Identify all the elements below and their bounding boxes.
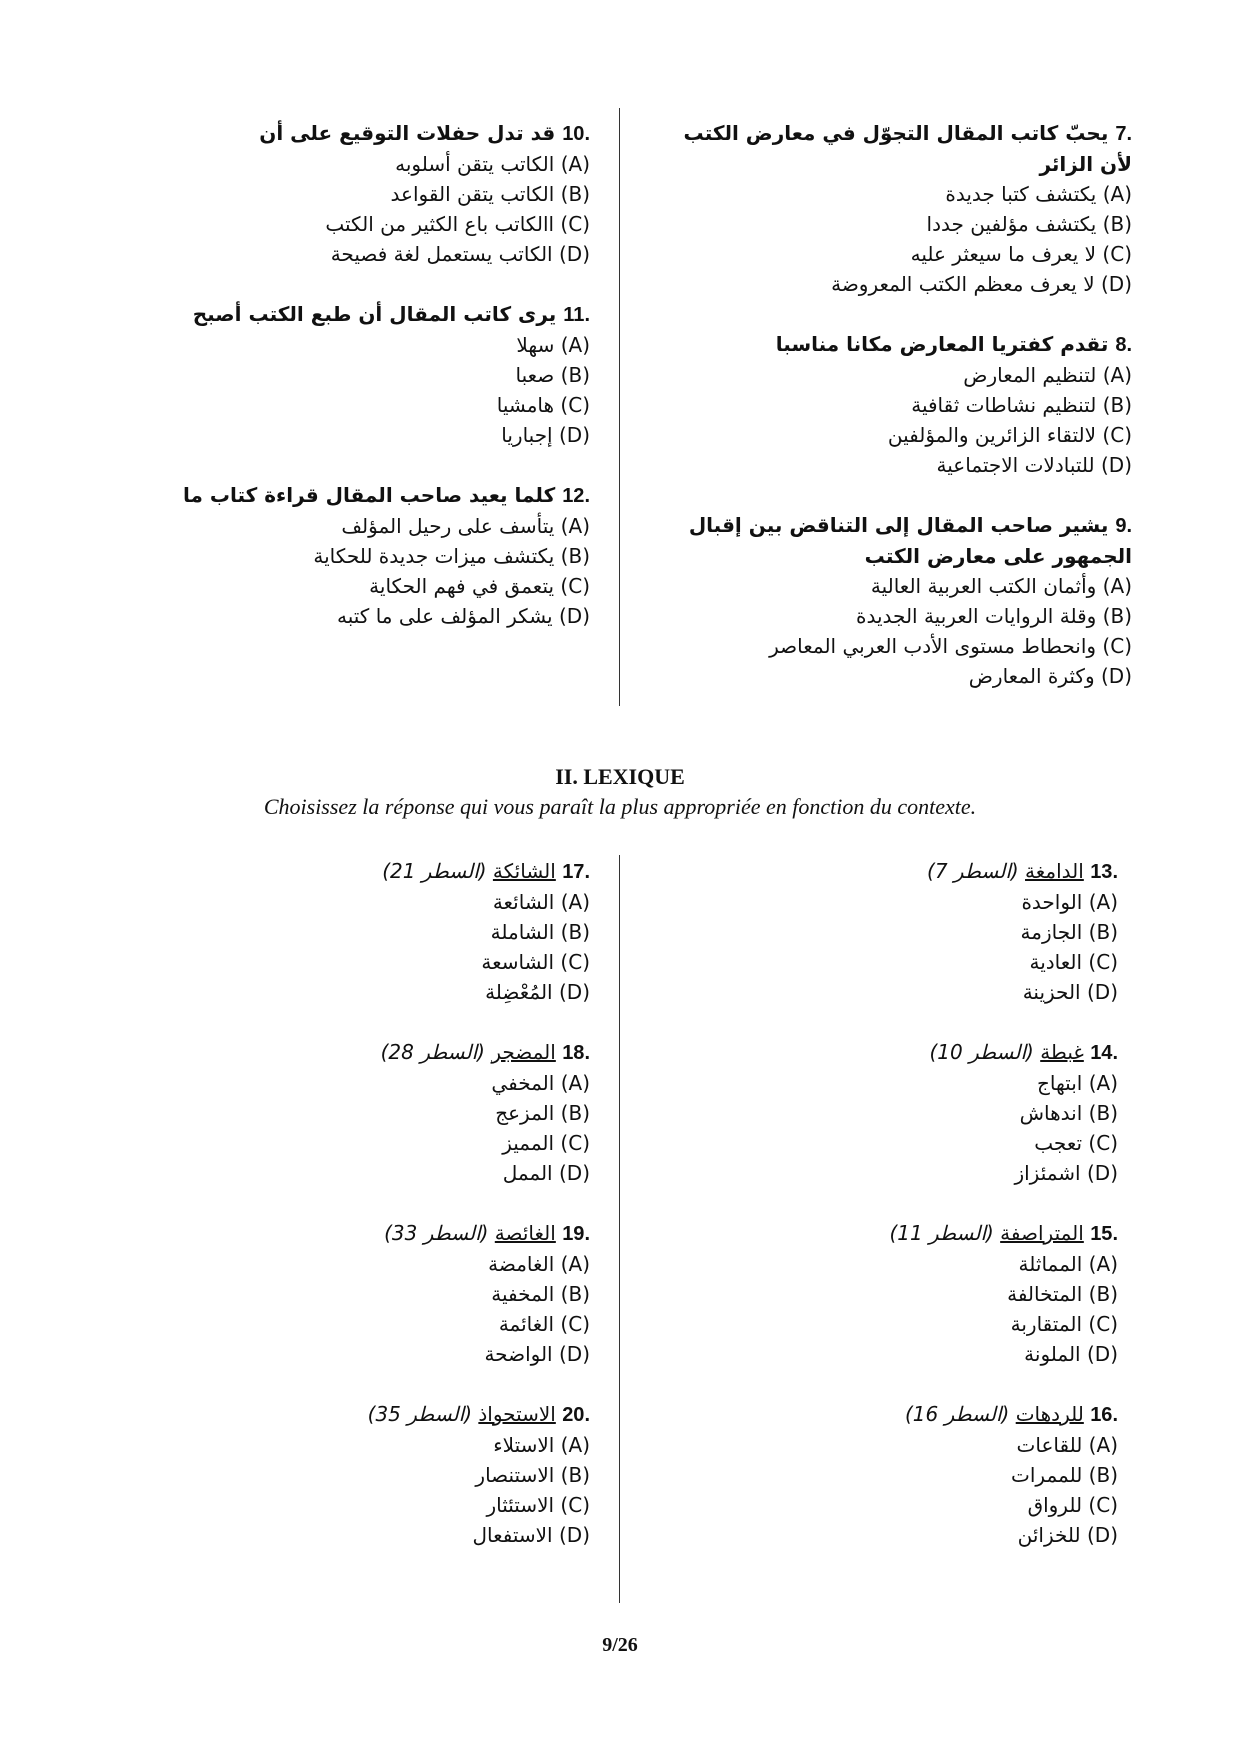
- option-d[interactable]: (D) الاستفعال: [472, 1523, 590, 1547]
- option-c[interactable]: (C) االكاتب باع الكثير من الكتب: [325, 212, 590, 236]
- line-reference: (السطر 33): [384, 1221, 489, 1245]
- column-divider-top: [619, 108, 620, 706]
- question-8: [662, 329, 1132, 480]
- question-number: .8: [1115, 334, 1132, 356]
- option-d[interactable]: (D) للتبادلات الاجتماعية: [936, 453, 1132, 477]
- line-reference: (السطر 16): [904, 1402, 1010, 1426]
- question-number: .11: [563, 304, 590, 326]
- option-a[interactable]: (A) الواحدة: [1021, 890, 1118, 914]
- target-word: الاستحواذ: [478, 1402, 556, 1426]
- option-d[interactable]: (D) لا يعرف معظم الكتب المعروضة: [831, 272, 1132, 296]
- option-b[interactable]: (B) يكتشف مؤلفين جددا: [926, 212, 1132, 236]
- question-number: .9: [1115, 515, 1132, 537]
- option-a[interactable]: (A) الغامضة: [488, 1252, 590, 1276]
- question-stem: يرى كاتب المقال أن طبع الكتب أصبح: [192, 302, 557, 326]
- question-16: [648, 1399, 1118, 1550]
- option-d[interactable]: (D) للخزائن: [1017, 1523, 1118, 1547]
- target-word: المتراصفة: [1000, 1221, 1084, 1245]
- column-divider-bottom: [619, 855, 620, 1603]
- question-stem: يشير صاحب المقال إلى التناقض بين إقبال الجمهور على معارض الكتب: [688, 513, 1132, 568]
- option-c[interactable]: (C) هامشيا: [496, 393, 590, 417]
- option-d[interactable]: (D) الممل: [502, 1161, 590, 1185]
- option-b[interactable]: (B) اندهاش: [1019, 1101, 1118, 1125]
- option-a[interactable]: (A) الشائعة: [492, 890, 590, 914]
- question-17: [130, 856, 590, 1007]
- question-stem: كلما يعيد صاحب المقال قراءة كتاب ما: [183, 483, 556, 507]
- option-d[interactable]: (D) اشمئزاز: [1014, 1161, 1118, 1185]
- section-title: II. LEXIQUE: [555, 764, 685, 789]
- question-20: [130, 1399, 590, 1550]
- question-9: [662, 510, 1132, 691]
- option-b[interactable]: (B) يكتشف ميزات جديدة للحكاية: [313, 544, 590, 568]
- target-word: الشائكة: [492, 859, 556, 883]
- option-c[interactable]: (C) المتقاربة: [1010, 1312, 1118, 1336]
- option-a[interactable]: (A) للقاعات: [1016, 1433, 1118, 1457]
- target-word: المضجر: [491, 1040, 556, 1064]
- question-number: .18: [562, 1042, 590, 1064]
- option-d[interactable]: (D) الكاتب يستعمل لغة فصيحة: [330, 242, 590, 266]
- option-a[interactable]: (A) المخفي: [491, 1071, 590, 1095]
- question-number: .16: [1090, 1404, 1118, 1426]
- option-c[interactable]: (C) وانحطاط مستوى الأدب العربي المعاصر: [769, 634, 1132, 658]
- target-word: الغائصة: [494, 1221, 556, 1245]
- question-stem: قد تدل حفلات التوقيع على أن: [259, 121, 556, 145]
- question-number: .10: [562, 123, 590, 145]
- option-a[interactable]: (A) الكاتب يتقن أسلوبه: [395, 152, 590, 176]
- question-number: .20: [562, 1404, 590, 1426]
- option-c[interactable]: (C) يتعمق في فهم الحكاية: [369, 574, 590, 598]
- option-b[interactable]: (B) للممرات: [1011, 1463, 1118, 1487]
- question-15: [648, 1218, 1118, 1369]
- question-number: .7: [1115, 123, 1132, 145]
- target-word: للردهات: [1015, 1402, 1084, 1426]
- option-b[interactable]: (B) صعبا: [515, 363, 590, 387]
- question-stem: تقدم كفتريا المعارض مكانا مناسبا: [775, 332, 1109, 356]
- option-b[interactable]: (B) المخفية: [491, 1282, 590, 1306]
- target-word: الدامغة: [1025, 859, 1084, 883]
- question-10: [130, 118, 590, 269]
- option-c[interactable]: (C) تعجب: [1034, 1131, 1118, 1155]
- questions-left-column: [130, 118, 590, 631]
- option-b[interactable]: (B) الشاملة: [490, 920, 590, 944]
- question-number: .19: [562, 1223, 590, 1245]
- question-number: .13: [1090, 861, 1118, 883]
- question-11: [130, 299, 590, 450]
- question-13: [648, 856, 1118, 1007]
- option-c[interactable]: (C) العادية: [1029, 950, 1118, 974]
- lexique-right-column: [648, 856, 1118, 1550]
- option-b[interactable]: (B) لتنظيم نشاطات ثقافية: [911, 393, 1132, 417]
- option-a[interactable]: (A) سهلا: [516, 333, 590, 357]
- question-14: [648, 1037, 1118, 1188]
- section-instruction: Choisissez la réponse qui vous paraît la plus appropriée en fonction du contexte.: [263, 794, 977, 819]
- option-c[interactable]: (C) لالتقاء الزائرين والمؤلفين: [887, 423, 1132, 447]
- option-a[interactable]: (A) لتنظيم المعارض: [963, 363, 1132, 387]
- line-reference: (السطر 28): [380, 1040, 485, 1064]
- option-b[interactable]: (B) الاستنصار: [475, 1463, 590, 1487]
- question-19: [130, 1218, 590, 1369]
- option-a[interactable]: (A) يتأسف على رحيل المؤلف: [341, 514, 590, 538]
- option-a[interactable]: (A) وأثمان الكتب العربية العالية: [870, 574, 1132, 598]
- option-a[interactable]: (A) ابتهاج: [1036, 1071, 1118, 1095]
- option-d[interactable]: (D) وكثرة المعارض: [968, 664, 1132, 688]
- question-number: .17: [562, 861, 590, 883]
- option-d[interactable]: (D) الحزينة: [1022, 980, 1118, 1004]
- line-reference: (السطر 10): [929, 1040, 1034, 1064]
- option-b[interactable]: (B) الجازمة: [1020, 920, 1118, 944]
- question-7: [662, 118, 1132, 299]
- question-number: .14: [1090, 1042, 1118, 1064]
- option-d[interactable]: (D) الملونة: [1024, 1342, 1118, 1366]
- option-d[interactable]: (D) يشكر المؤلف على ما كتبه: [337, 604, 590, 628]
- question-number: .15: [1090, 1223, 1118, 1245]
- question-number: .12: [562, 485, 590, 507]
- line-reference: (السطر 35): [367, 1402, 472, 1426]
- option-b[interactable]: (B) الكاتب يتقن القواعد: [390, 182, 590, 206]
- option-d[interactable]: (D) المُعْضِلة: [485, 980, 590, 1004]
- line-reference: (السطر 7): [927, 859, 1019, 883]
- option-a[interactable]: (A) الاستلاء: [493, 1433, 590, 1457]
- option-c[interactable]: (C) المميز: [502, 1131, 590, 1155]
- option-b[interactable]: (B) المتخالفة: [1007, 1282, 1118, 1306]
- option-c[interactable]: (C) للرواق: [1027, 1493, 1118, 1517]
- option-a[interactable]: (A) يكتشف كتبا جديدة: [945, 182, 1132, 206]
- option-b[interactable]: (B) وقلة الروايات العربية الجديدة: [856, 604, 1132, 628]
- questions-right-column: [662, 118, 1132, 691]
- option-d[interactable]: (D) الواضحة: [484, 1342, 590, 1366]
- line-reference: (السطر 21): [382, 859, 487, 883]
- page-number: 9/26: [602, 1634, 638, 1656]
- option-a[interactable]: (A) المماثلة: [1018, 1252, 1118, 1276]
- option-d[interactable]: (D) إجباريا: [501, 423, 590, 447]
- target-word: غبطة: [1040, 1040, 1084, 1064]
- question-12: [130, 480, 590, 631]
- lexique-left-column: [130, 856, 590, 1550]
- option-c[interactable]: (C) الاستئثار: [486, 1493, 590, 1517]
- question-18: [130, 1037, 590, 1188]
- option-c[interactable]: (C) لا يعرف ما سيعثر عليه: [910, 242, 1132, 266]
- option-b[interactable]: (B) المزعج: [495, 1101, 590, 1125]
- line-reference: (السطر 11): [889, 1221, 994, 1245]
- option-c[interactable]: (C) الشاسعة: [481, 950, 590, 974]
- question-stem: يحبّ كاتب المقال التجوّل في معارض الكتب لأن الزائر: [683, 121, 1132, 176]
- option-c[interactable]: (C) الغائمة: [498, 1312, 590, 1336]
- section-heading: [0, 762, 1240, 822]
